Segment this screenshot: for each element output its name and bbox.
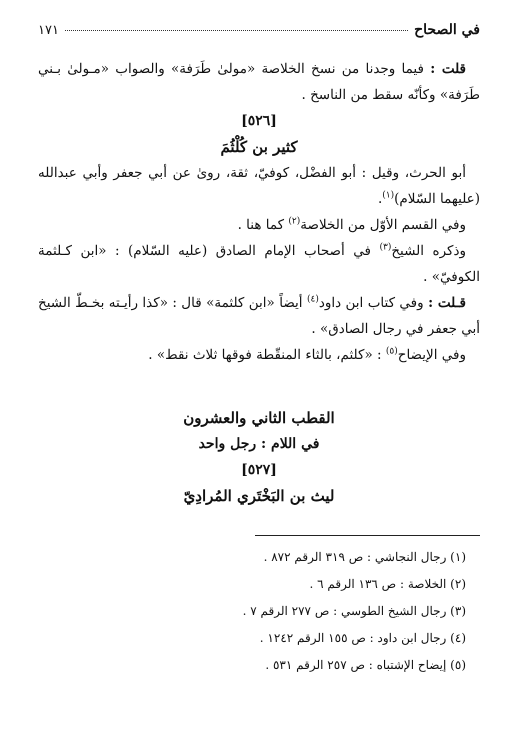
paragraph-shaykh bbox=[38, 238, 480, 290]
paragraph-ibn-dawud bbox=[38, 290, 480, 342]
entry-name: ليث بن البَخْتَري المُرادِيّ bbox=[183, 487, 335, 505]
footnotes bbox=[38, 544, 480, 679]
qultu-lead: قلت : bbox=[430, 61, 466, 77]
footnote-divider bbox=[255, 535, 480, 536]
entry-name: كثير بن كُلْثُمَ bbox=[220, 138, 298, 156]
running-header bbox=[38, 22, 480, 38]
qultu-lead: قـلت : bbox=[428, 295, 467, 311]
paragraph-biography bbox=[38, 160, 480, 212]
header-dot-leader bbox=[65, 30, 408, 31]
paragraph-note-1 bbox=[38, 56, 480, 108]
footnote-item: (٢) الخلاصة : ص ١٣٦ الرقم ٦ . bbox=[309, 577, 466, 591]
footnote-item: (١) رجال النجاشي : ص ٣١٩ الرقم ٨٧٢ . bbox=[263, 550, 466, 564]
paragraph-end: في أصحاب الإمام الصادق (عليه السّلام) : «ابن كـلثمة الكوفيّ» . bbox=[38, 243, 480, 285]
paragraph-end: كما هنا . bbox=[237, 217, 285, 233]
paragraph-text: وفي القسم الأوّل من الخلاصة bbox=[300, 217, 466, 233]
paragraph-khulasa bbox=[38, 212, 480, 238]
paragraph-end: : «كلثم، بالثاء المنقّطة فوقها ثلاث نقط» . bbox=[148, 347, 382, 363]
footnote-ref[interactable]: (٤) bbox=[306, 294, 319, 305]
paragraph-text: وفي الإيضاح bbox=[397, 347, 466, 363]
entry-number: [٥٢٧] bbox=[241, 462, 277, 478]
paragraph-text: أبو الحرث، وقيل : أبو الفضْل، كوفيّ، ثقة، روىٰ عن أبي جعفر وأبي عبدالله (عليهما السّلام) bbox=[38, 165, 480, 207]
paragraph-text: وذكره الشيخ bbox=[391, 243, 466, 259]
paragraph-text: فيما وجدنا من نسخ الخلاصة «مولىٰ طَرَفة» والصواب «مـولىٰ بـني طَرَفة» وكأنّه سقط من الناسخ . bbox=[38, 61, 480, 103]
section-title: القطب الثاني والعشرون bbox=[183, 409, 335, 427]
footnote-ref[interactable]: (٥) bbox=[385, 346, 398, 357]
paragraph-text: وفي كتاب ابن داود bbox=[318, 295, 424, 311]
footnote-ref[interactable]: (٢) bbox=[288, 216, 301, 227]
section-heading-block bbox=[38, 405, 480, 509]
section-subtitle: في اللام : رجل واحد bbox=[198, 436, 320, 452]
page-number: ١٧١ bbox=[38, 23, 59, 38]
paragraph-end: . bbox=[377, 191, 383, 207]
footnote-item: (٥) إيضاح الإشتباه : ص ٢٥٧ الرقم ٥٣١ . bbox=[265, 658, 466, 672]
paragraph-end: أيضاً «ابن كلثمة» قال : «كذا رأيـته بخـطّ الشيخ أبي جعفر في رجال الصادق» . bbox=[38, 295, 480, 337]
main-text bbox=[38, 56, 480, 368]
footnote-ref[interactable]: (١) bbox=[382, 190, 395, 201]
footnote-ref[interactable]: (٣) bbox=[379, 242, 392, 253]
footnote-item: (٣) رجال الشيخ الطوسي : ص ٢٧٧ الرقم ٧ . bbox=[242, 604, 466, 618]
footnote-item: (٤) رجال ابن داود : ص ١٥٥ الرقم ١٢٤٢ . bbox=[259, 631, 466, 645]
entry-number: [٥٢٦] bbox=[241, 113, 277, 129]
running-title: في الصحاح bbox=[414, 22, 480, 38]
paragraph-idah bbox=[38, 342, 480, 368]
